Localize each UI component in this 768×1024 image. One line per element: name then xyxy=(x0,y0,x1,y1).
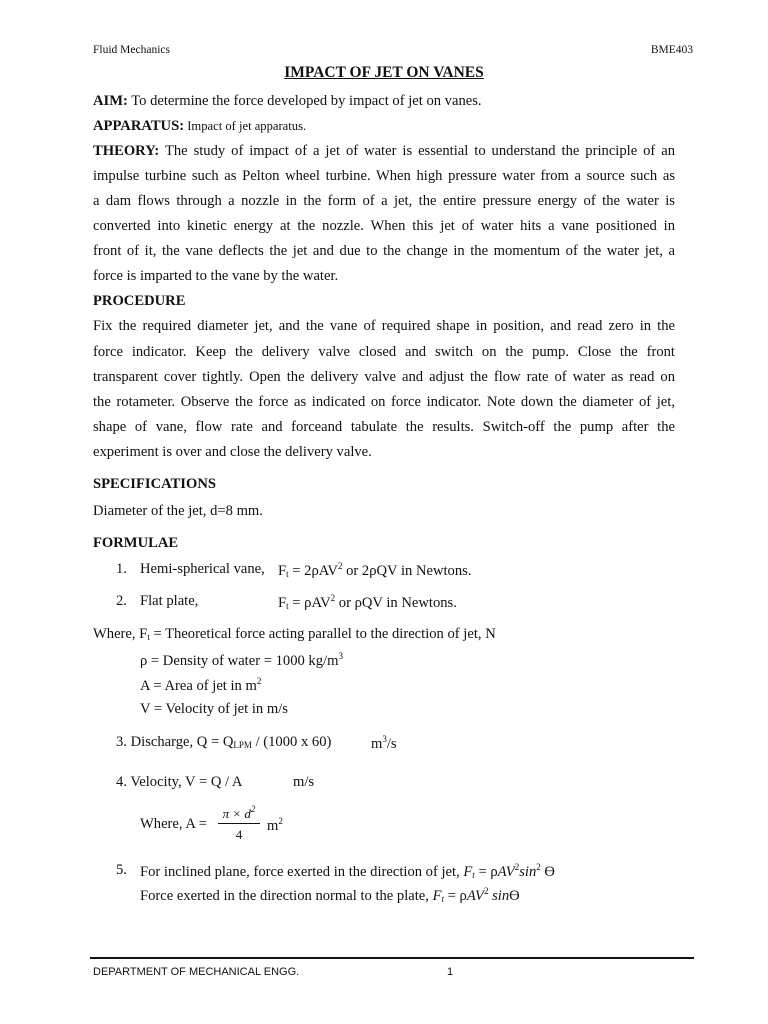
formula-3-unit-sup: 3 xyxy=(382,734,387,744)
formula-1-equation xyxy=(278,561,471,580)
formula-5-line-2-av: AV xyxy=(466,888,484,904)
formula-1-label: Hemi-spherical vane, xyxy=(140,561,265,577)
fraction-bar xyxy=(218,823,260,824)
area-text: A = Area of jet in m xyxy=(140,678,257,694)
formula-5-line-1-sup: 2 xyxy=(514,862,520,872)
specifications-heading-text: SPECIFICATIONS xyxy=(93,476,216,492)
formula-5-line-2-sub: t xyxy=(441,894,445,904)
formula-5-line-1-eq: = ρ xyxy=(474,864,498,880)
formula-3-unit-m: m xyxy=(371,736,383,752)
theory-text-1: The study of impact of a jet of water is essential to understand the principle of an xyxy=(159,143,675,159)
velocity-definition: V = Velocity of jet in m/s xyxy=(140,701,288,717)
formula-5-line-2-theta: ϴ xyxy=(509,888,520,904)
formula-3-unit-rest: /s xyxy=(386,736,397,752)
formula-5-line-1-text: For inclined plane, force exerted in the direction of jet, xyxy=(140,864,464,880)
procedure-line-3: transparent cover tightly. Open the delivery valve and adjust the flow rate of water as read on xyxy=(93,369,675,385)
footer-rule xyxy=(90,957,694,959)
apparatus-text: Impact of jet apparatus. xyxy=(184,119,307,133)
specifications-heading xyxy=(93,476,675,493)
area-fraction xyxy=(218,804,260,843)
formula-2-number: 2. xyxy=(116,593,127,609)
formula-3-mid: / (1000 x 60) xyxy=(251,734,332,750)
formula-5-number: 5. xyxy=(116,862,127,878)
formula-3-discharge xyxy=(116,734,331,751)
rho-text: ρ = Density of water = 1000 kg/m xyxy=(140,653,339,669)
formula-3-unit xyxy=(371,734,397,753)
where-prefix: Where, F xyxy=(93,626,148,642)
formula-5-line-2-text: Force exerted in the direction normal to the plate, xyxy=(140,888,433,904)
area-formula-unit xyxy=(267,816,283,835)
formula-4-velocity: 4. Velocity, V = Q / A xyxy=(116,774,243,790)
area-formula-unit-m: m xyxy=(267,818,279,834)
aim-text: To determine the force developed by impact of jet on vanes. xyxy=(127,93,482,109)
theory-line-1 xyxy=(93,143,675,160)
apparatus-line xyxy=(93,118,675,135)
area-sup: 2 xyxy=(256,676,262,686)
where-line xyxy=(93,626,675,643)
formula-1-sub: t xyxy=(286,569,289,579)
formula-5-line-1-sin: sin xyxy=(519,864,537,880)
theory-line-3: a dam flows through a nozzle in the form of a jet, the entire pressure energy of the water is xyxy=(93,193,675,209)
formula-3-prefix: 3. Discharge, Q = Q xyxy=(116,734,234,750)
formula-5-line-2 xyxy=(140,886,520,905)
area-fraction-denominator: 4 xyxy=(235,827,243,842)
page-title xyxy=(0,64,768,82)
formula-2-sub: t xyxy=(286,601,289,611)
area-fraction-numerator xyxy=(218,804,260,820)
where-text: = Theoretical force acting parallel to the direction of jet, N xyxy=(149,626,496,642)
area-numerator-text: π × d xyxy=(222,806,251,821)
footer-department: DEPARTMENT OF MECHANICAL ENGG. xyxy=(93,966,300,978)
rho-sup: 3 xyxy=(338,651,343,661)
formula-5-line-1-theta: ϴ xyxy=(540,864,555,880)
specifications-text: Diameter of the jet, d=8 mm. xyxy=(93,503,263,519)
theory-line-4: converted into kinetic energy at the nozzle. When this jet of water hits a vane positioned in xyxy=(93,218,675,234)
formula-5-line-1-av: AV xyxy=(497,864,515,880)
formula-1-eq: = 2ρAV xyxy=(288,563,338,579)
formula-2-lhs: F xyxy=(278,595,287,611)
aim-line xyxy=(93,93,675,110)
formula-5-line-1-f: F xyxy=(463,864,473,880)
formulae-heading-text: FORMULAE xyxy=(93,535,179,551)
area-definition xyxy=(140,676,261,695)
page-number: 1 xyxy=(447,966,454,978)
procedure-heading-text: PROCEDURE xyxy=(93,293,186,309)
formula-1-rest: or 2ρQV in Newtons. xyxy=(342,563,472,579)
formulae-heading xyxy=(93,535,675,552)
formula-2-equation xyxy=(278,593,457,612)
formula-5-line-2-sin: sin xyxy=(488,888,510,904)
page-title-text: IMPACT OF JET ON VANES xyxy=(284,64,484,81)
formula-2-label: Flat plate, xyxy=(140,593,199,609)
running-header-right: BME403 xyxy=(650,44,693,56)
apparatus-label: APPARATUS: xyxy=(93,118,185,134)
theory-label: THEORY: xyxy=(93,143,160,159)
procedure-heading xyxy=(93,293,675,310)
formula-2-sup: 2 xyxy=(330,593,336,603)
theory-line-6: force is imparted to the vane by the water. xyxy=(93,268,339,284)
formula-1-lhs: F xyxy=(278,563,287,579)
procedure-line-6: experiment is over and close the delivery valve. xyxy=(93,444,372,460)
area-numerator-sup: 2 xyxy=(250,804,256,814)
formula-5-line-2-f: F xyxy=(432,888,442,904)
procedure-line-4: the rotameter. Observe the force as indicated on force indicator. Note down the diameter of jet, xyxy=(93,394,675,410)
formula-2-eq: = ρAV xyxy=(288,595,331,611)
formula-1-sup: 2 xyxy=(337,561,343,571)
where-sub: t xyxy=(147,632,150,642)
aim-label: AIM: xyxy=(93,93,128,109)
theory-line-5: front of it, the vane deflects the jet and due to the change in the momentum of the water jet, a xyxy=(93,243,675,259)
procedure-line-5: shape of vane, flow rate and forceand tabulate the results. Switch-off the pump after the xyxy=(93,419,675,435)
formula-2-rest: or ρQV in Newtons. xyxy=(335,595,457,611)
procedure-line-1: Fix the required diameter jet, and the vane of required shape in position, and read zero in the xyxy=(93,318,675,334)
formula-4-unit: m/s xyxy=(293,774,315,790)
formula-1-number: 1. xyxy=(116,561,127,577)
formula-5-line-2-sup: 2 xyxy=(483,886,489,896)
area-formula-unit-sup: 2 xyxy=(278,816,283,826)
formula-5-line-2-eq: = ρ xyxy=(444,888,467,904)
formula-5-line-1-sub: t xyxy=(472,870,475,880)
formula-5-line-1 xyxy=(140,862,555,881)
theory-line-2: impulse turbine such as Pelton wheel turbine. When high pressure water from a source such as xyxy=(93,168,675,184)
procedure-line-2: force indicator. Keep the delivery valve closed and switch on the pump. Close the front xyxy=(93,344,675,360)
running-header-left: Fluid Mechanics xyxy=(93,44,170,56)
formula-3-sub: LPM xyxy=(233,740,252,750)
formula-5-line-1-sin-sup: 2 xyxy=(536,862,541,872)
area-formula-prefix: Where, A = xyxy=(140,816,207,832)
rho-definition xyxy=(140,651,343,670)
